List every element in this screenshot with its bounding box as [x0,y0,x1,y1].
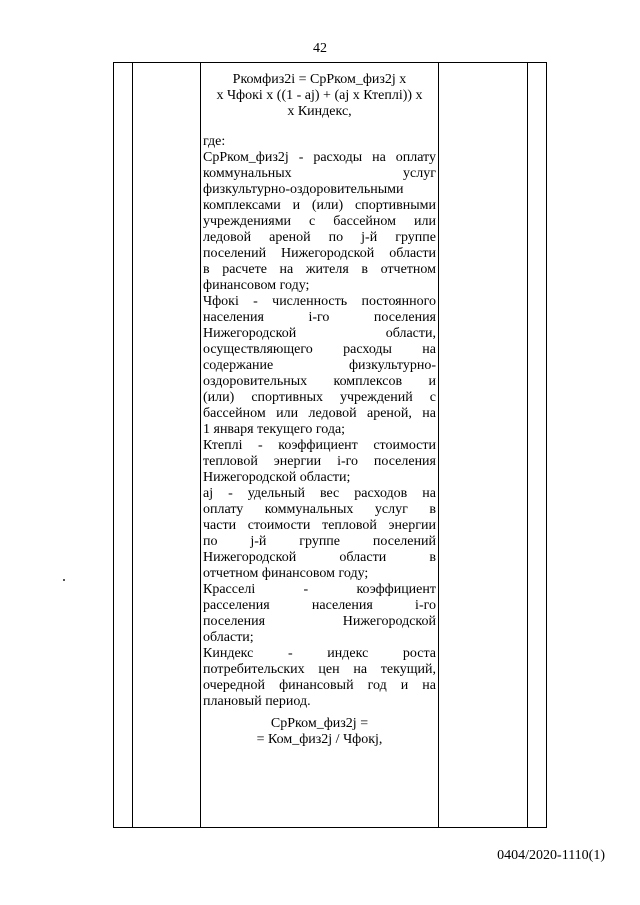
definition-line: поселений Нижегородской области [203,246,436,261]
table-top-border [113,62,547,63]
definition-line: части стоимости тепловой энергии [203,518,436,533]
definition-line: Киндекс - индекс роста [203,646,436,661]
formula-line: СрРком_физ2j = [270,716,369,731]
definition-line: коммунальных услуг [203,166,436,181]
definition-line: оздоровительных комплексов и [203,374,436,389]
definition-item [203,438,436,486]
page-number: 42 [313,41,327,56]
definition-line: содержание физкультурно- [203,358,436,373]
table-bottom-border [113,827,547,828]
formula-line: Ркомфиз2i = СрРком_физ2j х [232,72,407,87]
formula-line: х Киндекс, [287,104,352,119]
definition-item [203,486,436,582]
definition-line: очередной финансовый год и на [203,678,436,693]
definition-line: Нижегородской области; [203,470,351,485]
formula-cell [203,72,436,748]
table-col-line-1 [113,62,114,828]
formula-line: х Чфокі х ((1 - aj) + (aj х Ктеплі)) х [216,88,423,103]
definition-line: aj - удельный вес расходов на [203,486,436,501]
definition-line: тепловой энергии i-го поселения [203,454,436,469]
definition-line: в расчете на жителя в отчетном [203,262,436,277]
formula-line: = Ком_физ2j / Чфокj, [256,732,383,747]
definition-line: поселения Нижегородской [203,614,436,629]
table-col-line-2 [132,62,133,828]
definition-item [203,646,436,710]
table-col-line-6 [546,62,547,828]
definition-line: области; [203,630,254,645]
where-label: где: [203,134,226,149]
definition-line: финансовом году; [203,278,310,293]
definition-line: Чфокі - численность постоянного [203,294,436,309]
definition-line: (или) спортивных учреждений с [203,390,436,405]
table-col-line-4 [438,62,439,828]
definition-line: оплату коммунальных услуг в [203,502,436,517]
table-col-line-3 [200,62,201,828]
definition-line: по j-й группе поселений [203,534,436,549]
definition-line: Нижегородской области, [203,326,436,341]
definition-line: бассейном или ледовой ареной, на [203,406,436,421]
scan-speck [63,579,65,581]
main-formula [203,72,436,120]
definition-line: осуществляющего расходы на [203,342,436,357]
table-col-line-5 [527,62,528,828]
definition-line: потребительских цен на текущий, [203,662,436,677]
definition-line: расселения населения i-го [203,598,436,613]
definition-line: Красселі - коэффициент [203,582,436,597]
secondary-formula [203,716,436,748]
definition-line: отчетном финансовом году; [203,566,369,581]
definition-line: комплексами и (или) спортивными [203,198,436,213]
definition-line: учреждениями с бассейном или [203,214,436,229]
definition-line: ледовой ареной по j-й группе [203,230,436,245]
document-code: 0404/2020-1110(1) [497,848,605,863]
definition-item [203,294,436,438]
definition-line: Нижегородской области в [203,550,436,565]
definition-line: физкультурно-оздоровительными [203,182,404,197]
definition-line: плановый период. [203,694,311,709]
definition-item [203,582,436,646]
definition-line: СрРком_физ2j - расходы на оплату [203,150,436,165]
definition-list [203,150,436,710]
definition-line: Ктеплі - коэффициент стоимости [203,438,436,453]
definition-line: 1 января текущего года; [203,422,346,437]
definition-line: населения i-го поселения [203,310,436,325]
definition-item [203,150,436,294]
